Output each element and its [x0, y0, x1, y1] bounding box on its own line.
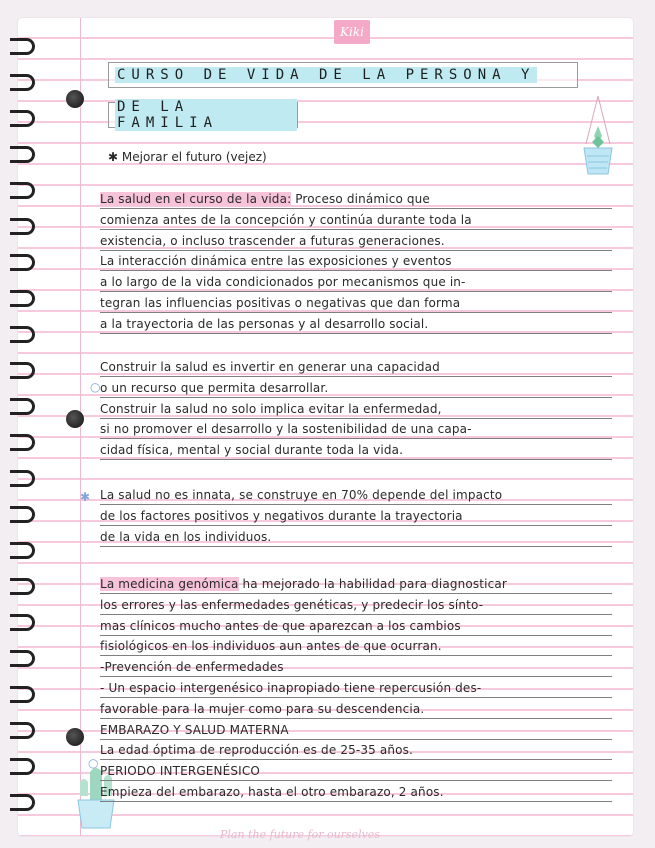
note-line: [100, 273, 612, 292]
note-line: [100, 211, 612, 230]
note-text: La edad óptima de reproducción es de 25-35 años.: [100, 743, 414, 757]
note-text: La salud no es innata, se construye en 70% depende del impacto: [100, 488, 503, 502]
note-text: EMBARAZO Y SALUD MATERNA: [100, 723, 289, 737]
ring-icon: [10, 254, 35, 271]
title-line-1: CURSO DE VIDA DE LA PERSONA Y: [117, 67, 536, 83]
highlighted-term: La medicina genómica: [100, 577, 239, 591]
ring-icon: [10, 506, 35, 523]
bullet-icon: ○: [90, 380, 101, 394]
note-text: o un recurso que permita desarrollar.: [100, 381, 329, 395]
footer-text: Plan the future for ourselves: [220, 828, 380, 841]
note-line: [100, 400, 612, 419]
note-text: fisiológicos en los individuos aun antes de que ocurran.: [100, 639, 442, 653]
ring-icon: [10, 182, 35, 199]
note-line: [100, 700, 612, 719]
ring-icon: [10, 578, 35, 595]
note-line: [100, 617, 612, 636]
note-text: de los factores positivos y negativos durante la trayectoria: [100, 509, 463, 523]
punch-hole-icon: [66, 90, 84, 108]
note-text: Empieza del embarazo, hasta el otro embarazo, 2 años.: [100, 785, 444, 799]
note-line: [100, 741, 612, 760]
ring-icon: [10, 326, 35, 343]
note-line: [100, 294, 612, 313]
note-line: [100, 575, 612, 594]
note-text: -Prevención de enfermedades: [100, 660, 284, 674]
note-text: si no promover el desarrollo y la sostenibilidad de una capa-: [100, 422, 472, 436]
note-line: [100, 658, 612, 677]
note-line: [100, 190, 612, 209]
note-text: mas clínicos mucho antes de que aparezcan a los cambios: [100, 619, 461, 633]
ring-icon: [10, 74, 35, 91]
note-text: favorable para la mujer como para su descendencia.: [100, 702, 425, 716]
ring-icon: [10, 614, 35, 631]
note-line: [100, 721, 612, 740]
note-text: a lo largo de la vida condicionados por mecanismos que in-: [100, 275, 466, 289]
note-line: [100, 762, 612, 781]
ring-icon: [10, 686, 35, 703]
note-text: Construir la salud es invertir en generar una capacidad: [100, 360, 440, 374]
note-text: - Un espacio intergenésico inapropiado tiene repercusión des-: [100, 681, 482, 695]
note-line: [100, 420, 612, 439]
ring-icon: [10, 794, 35, 811]
page-title-cont: [108, 99, 298, 131]
note-line: [100, 507, 612, 526]
bullet-icon: ○: [88, 756, 99, 770]
hanging-plant-icon: [578, 96, 618, 196]
punch-hole-icon: [66, 410, 84, 428]
note-line: [100, 637, 612, 656]
note-text: tegran las influencias positivas o negativas que dan forma: [100, 296, 461, 310]
ring-icon: [10, 434, 35, 451]
note-text: ha mejorado la habilidad para diagnosticar: [238, 577, 507, 591]
note-line: [100, 232, 612, 251]
note-text: PERIODO INTERGENÉSICO: [100, 764, 260, 778]
note-text: comienza antes de la concepción y continúa durante toda la: [100, 213, 472, 227]
note-line: [100, 679, 612, 698]
note-line: [100, 596, 612, 615]
highlighted-term: La salud en el curso de la vida:: [100, 192, 292, 206]
note-line: [100, 441, 612, 460]
ring-icon: [10, 722, 35, 739]
ring-icon: [10, 650, 35, 667]
note-line: [100, 528, 612, 547]
note-text: La interacción dinámica entre las exposiciones y eventos: [100, 254, 452, 268]
note-text: Proceso dinámico que: [291, 192, 430, 206]
ring-icon: [10, 542, 35, 559]
note-text: de la vida en los individuos.: [100, 530, 272, 544]
brand-logo: Kiki: [334, 20, 370, 44]
ring-icon: [10, 758, 35, 775]
ring-icon: [10, 362, 35, 379]
ring-icon: [10, 38, 35, 55]
note-line: [100, 252, 612, 271]
note-text: cidad física, mental y social durante toda la vida.: [100, 443, 404, 457]
spiral-binding: [10, 30, 40, 830]
punch-hole-icon: [66, 728, 84, 746]
page-title: [108, 62, 578, 88]
note-line: [100, 486, 612, 505]
note-line: [100, 783, 612, 802]
ring-icon: [10, 110, 35, 127]
ring-icon: [10, 218, 35, 235]
bullet-icon: ✱: [80, 490, 91, 504]
note-text: Construir la salud no solo implica evitar la enfermedad,: [100, 402, 442, 416]
note-line: [100, 379, 612, 398]
ring-icon: [10, 470, 35, 487]
ring-icon: [10, 290, 35, 307]
note-text: los errores y las enfermedades genéticas, y predecir los sínto-: [100, 598, 484, 612]
ring-icon: [10, 398, 35, 415]
margin-line: [80, 18, 81, 836]
subtitle-note: ✱ Mejorar el futuro (vejez): [108, 150, 267, 164]
note-line: [100, 358, 612, 377]
note-line: [100, 315, 612, 334]
title-line-2: DE LA FAMILIA: [115, 99, 297, 131]
ring-icon: [10, 146, 35, 163]
note-text: existencia, o incluso trascender a futuras generaciones.: [100, 234, 445, 248]
note-text: a la trayectoria de las personas y al desarrollo social.: [100, 317, 429, 331]
